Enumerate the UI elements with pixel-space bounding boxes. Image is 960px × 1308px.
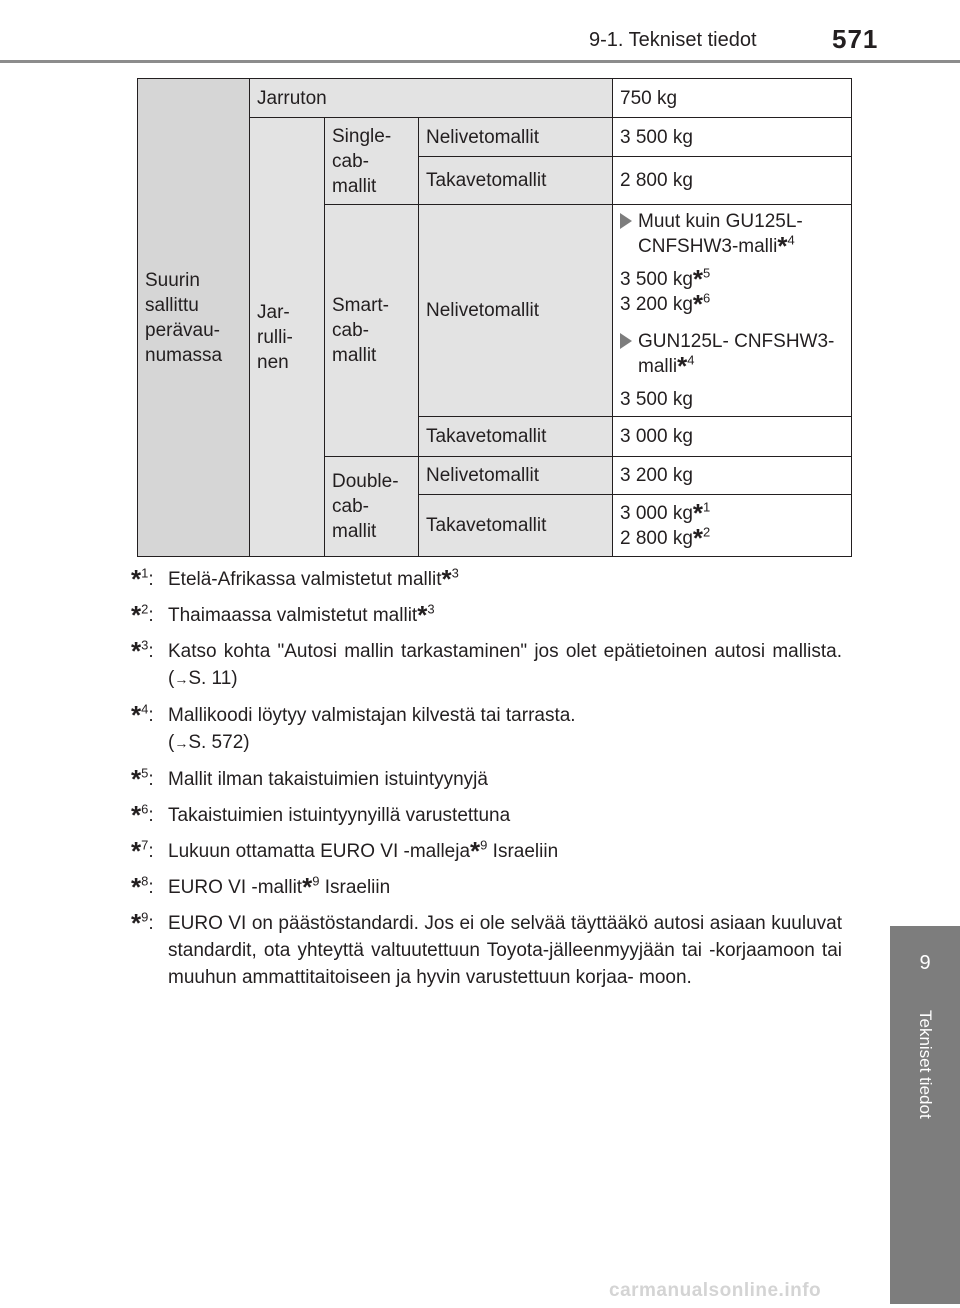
footnote-star-icon: * bbox=[692, 497, 704, 528]
footnote-star-icon: * bbox=[131, 836, 142, 866]
footnote-text bbox=[168, 602, 842, 629]
footnote-ref: 3 bbox=[427, 601, 435, 617]
footnote-colon: : bbox=[148, 705, 154, 726]
footnote-text bbox=[168, 566, 842, 593]
note-tail: Israeliin bbox=[487, 841, 559, 862]
footnote-star-icon: * bbox=[131, 800, 142, 830]
value-text: 2 800 kg bbox=[620, 527, 693, 549]
footnote-number: 2 bbox=[141, 601, 149, 617]
smart-cab-label: Smart- cab- mallit bbox=[325, 205, 419, 457]
footnote-9 bbox=[131, 910, 842, 991]
footnote-text: Takaistuimien istuintyynyillä varustettuna bbox=[168, 805, 511, 826]
watermark: carmanualsonline.info bbox=[609, 1280, 822, 1301]
value-line bbox=[620, 264, 851, 294]
value-text: 3 000 kg bbox=[620, 502, 693, 524]
chapter-tab bbox=[890, 926, 960, 1004]
footnote-marker bbox=[131, 802, 168, 829]
smart-awd-values bbox=[613, 205, 852, 417]
footnote-star-icon: * bbox=[470, 836, 481, 866]
note-tail: Israeliin bbox=[319, 877, 391, 898]
note-body: EURO VI -mallit bbox=[168, 877, 303, 898]
footnote-star-icon: * bbox=[131, 872, 142, 902]
footnote-marker bbox=[131, 766, 168, 793]
bullet-text: GUN125L- CNFSHW3-malli bbox=[638, 331, 835, 377]
note-body: Lukuun ottamatta EURO VI -malleja bbox=[168, 841, 471, 862]
footnote-star-icon: * bbox=[692, 264, 704, 294]
footnote-text bbox=[168, 874, 842, 901]
footnote-text: EURO VI on päästöstandardi. Jos ei ole selvää täyttääkö autosi asiaan kuuluvat standardit, ota yhteyttä valtuutettuun Toyota-jälleenmyyjään tai -korjaamoon tai muuhun ammattitaitoiseen ja hyvin varustettuun korjaa- moon. bbox=[168, 913, 842, 988]
list-item-text bbox=[638, 329, 851, 379]
smart-rwd-label: Takavetomallit bbox=[419, 417, 613, 457]
footnote-text bbox=[168, 702, 842, 757]
footnote-colon: : bbox=[148, 877, 154, 898]
footnote-star-icon: * bbox=[441, 564, 452, 594]
footnote-marker bbox=[131, 566, 168, 593]
double-awd-label: Nelivetomallit bbox=[419, 457, 613, 495]
footnote-number: 9 bbox=[141, 909, 149, 925]
footnote-star-icon: * bbox=[131, 636, 142, 666]
footnote-star-icon: * bbox=[131, 600, 142, 630]
note-body: Mallikoodi löytyy valmistajan kilvestä tai tarrasta. bbox=[168, 705, 576, 726]
page-reference-link[interactable]: S. 572) bbox=[188, 732, 250, 753]
value-line bbox=[620, 522, 851, 553]
footnote-marker bbox=[131, 874, 168, 901]
double-rwd-label: Takavetomallit bbox=[419, 495, 613, 557]
braked-label: Jar- rulli- nen bbox=[250, 118, 325, 557]
arrow-right-icon: → bbox=[174, 735, 189, 751]
footnote-colon: : bbox=[148, 841, 154, 862]
footnote-star-icon: * bbox=[131, 764, 142, 794]
footnote-colon: : bbox=[148, 913, 154, 934]
footnote-number: 8 bbox=[141, 873, 149, 889]
triangle-bullet-icon bbox=[620, 333, 632, 349]
chapter-title: Tekniset tiedot bbox=[916, 1010, 935, 1119]
footnote-ref: 5 bbox=[703, 265, 711, 281]
smart-rwd-value: 3 000 kg bbox=[613, 417, 852, 457]
footnote-ref: 4 bbox=[687, 352, 695, 368]
double-awd-value: 3 200 kg bbox=[613, 457, 852, 495]
footnote-marker bbox=[131, 702, 168, 757]
footnote-number: 1 bbox=[141, 565, 149, 581]
footnote-8 bbox=[131, 874, 842, 901]
footnote-star-icon: * bbox=[131, 700, 142, 730]
header-section-title: 9-1. Tekniset tiedot bbox=[589, 29, 757, 51]
footnote-ref: 9 bbox=[480, 837, 488, 853]
footnote-4 bbox=[131, 702, 842, 757]
footnote-ref: 9 bbox=[312, 873, 320, 889]
value-text: 3 200 kg bbox=[620, 294, 693, 315]
footnote-star-icon: * bbox=[692, 289, 704, 319]
footnote-text bbox=[168, 838, 842, 865]
footnote-number: 4 bbox=[141, 701, 149, 717]
value-text: 3 500 kg bbox=[620, 269, 693, 290]
footnote-number: 7 bbox=[141, 837, 149, 853]
footnote-star-icon: * bbox=[302, 872, 313, 902]
chapter-title-tab bbox=[890, 1004, 960, 1304]
footnote-star-icon: * bbox=[131, 908, 142, 938]
footnote-marker bbox=[131, 602, 168, 629]
footnote-marker bbox=[131, 638, 168, 693]
bullet-text: Muut kuin GU125L- CNFSHW3-malli bbox=[638, 211, 803, 257]
triangle-bullet-icon bbox=[620, 213, 632, 229]
unbraked-label: Jarruton bbox=[250, 79, 613, 118]
list-item bbox=[620, 209, 851, 259]
row-header-max-trailer: Suurin sallittu perävau- numassa bbox=[138, 79, 250, 557]
footnote-2 bbox=[131, 602, 842, 629]
footnote-ref: 3 bbox=[451, 565, 459, 581]
footnote-text bbox=[168, 638, 842, 693]
table-row bbox=[138, 79, 852, 118]
value-line: 3 500 kg bbox=[620, 389, 693, 410]
footnote-3 bbox=[131, 638, 842, 693]
chapter-number: 9 bbox=[919, 952, 931, 974]
arrow-right-icon: → bbox=[174, 671, 189, 687]
footnote-star-icon: * bbox=[677, 351, 688, 381]
single-awd-value: 3 500 kg bbox=[613, 118, 852, 157]
footnote-star-icon: * bbox=[777, 231, 788, 261]
footnote-6 bbox=[131, 802, 842, 829]
note-body: Etelä-Afrikassa valmistetut mallit bbox=[168, 569, 442, 590]
single-rwd-label: Takavetomallit bbox=[419, 157, 613, 205]
footnote-colon: : bbox=[148, 569, 154, 590]
footnote-number: 6 bbox=[141, 801, 149, 817]
smart-awd-label: Nelivetomallit bbox=[419, 205, 613, 417]
footnote-ref: 1 bbox=[703, 499, 711, 515]
footnote-marker bbox=[131, 910, 168, 991]
footnote-star-icon: * bbox=[417, 600, 428, 630]
towing-capacity-table bbox=[137, 78, 852, 557]
double-rwd-values bbox=[613, 495, 852, 557]
footnote-marker bbox=[131, 838, 168, 865]
footnote-5 bbox=[131, 766, 842, 793]
footnote-ref: 4 bbox=[787, 232, 795, 248]
footnote-colon: : bbox=[148, 805, 154, 826]
footnote-ref: 2 bbox=[703, 524, 711, 540]
single-awd-label: Nelivetomallit bbox=[419, 118, 613, 157]
unbraked-value: 750 kg bbox=[613, 79, 852, 118]
note-body: Katso kohta "Autosi mallin tarkastaminen" jos olet epätietoinen autosi mallista. ( bbox=[168, 641, 842, 689]
footnote-number: 5 bbox=[141, 765, 149, 781]
list-item-text bbox=[638, 209, 851, 259]
footnote-number: 3 bbox=[141, 637, 149, 653]
footnote-colon: : bbox=[148, 641, 154, 662]
single-cab-label: Single- cab- mallit bbox=[325, 118, 419, 205]
page-reference-link[interactable]: S. 11) bbox=[188, 668, 238, 689]
footnote-text: Mallit ilman takaistuimien istuintyynyjä bbox=[168, 769, 488, 790]
footnote-colon: : bbox=[148, 769, 154, 790]
single-rwd-value: 2 800 kg bbox=[613, 157, 852, 205]
footnotes bbox=[131, 566, 842, 1000]
footnote-colon: : bbox=[148, 605, 154, 626]
value-line bbox=[620, 289, 851, 319]
header-divider bbox=[0, 60, 960, 63]
value-line bbox=[620, 497, 851, 528]
footnote-ref: 6 bbox=[703, 290, 711, 306]
footnote-1 bbox=[131, 566, 842, 593]
list-item bbox=[620, 329, 851, 379]
note-body: Thaimaassa valmistetut mallit bbox=[168, 605, 418, 626]
footnote-7 bbox=[131, 838, 842, 865]
double-cab-label: Double- cab- mallit bbox=[325, 457, 419, 557]
open-paren: ( bbox=[168, 732, 175, 753]
footnote-star-icon: * bbox=[131, 564, 142, 594]
page-number: 571 bbox=[832, 24, 879, 54]
footnote-star-icon: * bbox=[692, 522, 704, 553]
